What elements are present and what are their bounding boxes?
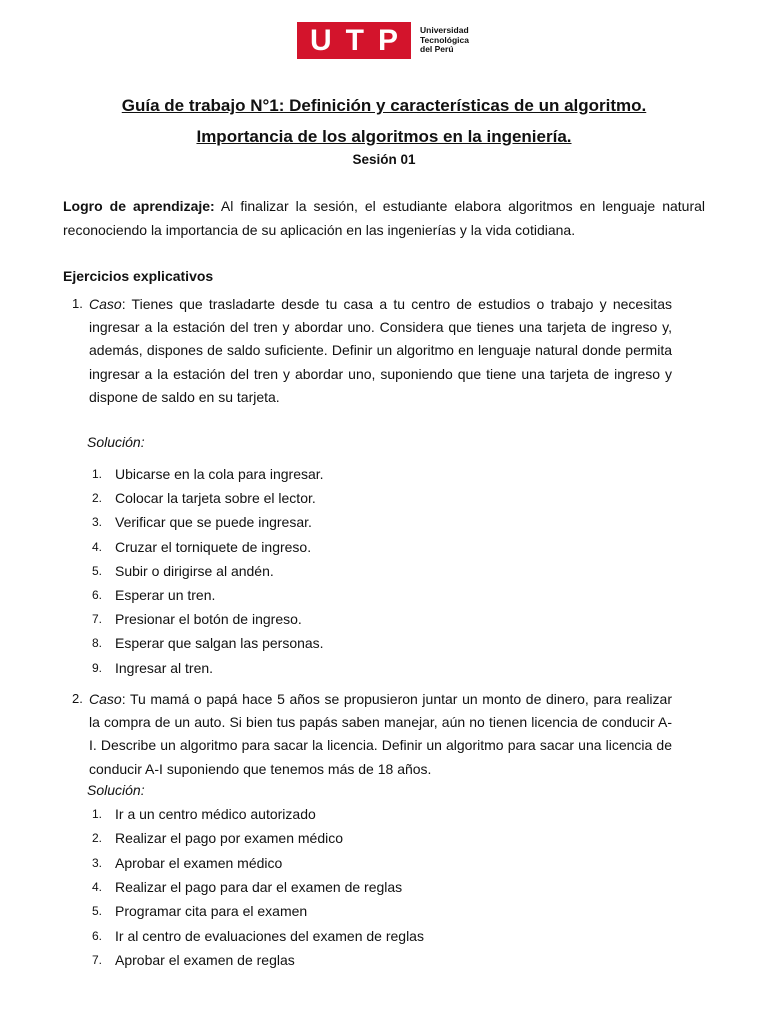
step-number: 6. (91, 588, 102, 602)
list-item (0, 903, 768, 923)
list-item (0, 660, 768, 680)
logo-mark (297, 22, 411, 59)
step-text: Ir al centro de evaluaciones del examen de reglas (115, 927, 424, 944)
step-text: Ir a un centro médico autorizado (115, 806, 316, 822)
session-label: Sesión 01 (352, 152, 416, 167)
step-text: Subir o dirigirse al andén. (115, 562, 274, 579)
logo-letter: P (377, 24, 398, 57)
case-label: Caso (89, 296, 122, 312)
step-text: Ingresar al tren. (115, 659, 214, 676)
list-item (0, 928, 768, 948)
logo-wordmark (420, 26, 469, 55)
list-item (0, 952, 768, 972)
solution-label: Solución: (87, 782, 145, 798)
exercise-case (89, 293, 672, 409)
solution-label: Solución: (87, 434, 145, 450)
step-number: 8. (91, 636, 102, 651)
step-text: Realizar el pago por examen médico (115, 830, 344, 847)
list-item (0, 490, 768, 510)
objective-label: Logro de aprendizaje: (63, 198, 215, 214)
utp-logo (297, 22, 469, 59)
step-text: Verificar que se puede ingresar. (115, 514, 312, 531)
exercise-case (89, 688, 672, 781)
case-text: : Tu mamá o papá hace 5 años se propusieron juntar un monto de dinero, para realizar la compra de un auto. Si bien tus papás saben manejar, aún no tienen licencia de conducir A-I. Describe un algoritmo para sacar la licencia. Definir un algoritmo para sacar una licencia de conducir A-I suponiendo que tenemos más de 18 años. (89, 691, 672, 777)
step-number: 4. (91, 539, 102, 554)
case-label: Caso (89, 691, 122, 707)
step-number: 5. (91, 904, 102, 919)
list-item (0, 806, 768, 826)
list-item (0, 830, 768, 850)
objective-text: Al finalizar la sesión, el estudiante elabora algoritmos en lenguaje natural reconociendo la importancia de su aplicación en las ingenierías y la vida cotidiana. (63, 198, 706, 238)
step-text: Esperar que salgan las personas. (115, 635, 324, 652)
list-item (0, 563, 768, 583)
learning-objective (63, 195, 705, 242)
list-item (0, 466, 768, 486)
step-text: Aprobar el examen de reglas (115, 951, 295, 968)
case-text: : Tienes que trasladarte desde tu casa a tu centro de estudios o trabajo y necesitas ingresar a la estación del tren y abordar uno. Considera que tienes una tarjeta de ingreso y, además, dispones de saldo suficiente. Definir un algoritmo en lenguaje natural donde permita ingresar a la estación del tren y abordar uno, suponiendo que tiene una tarjeta de ingreso y dispone de saldo en su tarjeta. (89, 296, 672, 405)
page-subtitle: Importancia de los algoritmos en la ingeniería. (196, 127, 572, 146)
step-number: 3. (91, 855, 102, 870)
step-number: 7. (91, 952, 102, 967)
step-number: 5. (91, 563, 102, 578)
list-item (0, 514, 768, 534)
step-text: Esperar un tren. (115, 587, 216, 603)
list-item (0, 635, 768, 655)
logo-line: Tecnológica (420, 34, 469, 45)
step-text: Aprobar el examen médico (115, 854, 283, 871)
page-title: Guía de trabajo N°1: Definición y características de un algoritmo. (121, 96, 647, 115)
exercise-number: 1. (72, 296, 83, 311)
step-number: 4. (91, 879, 102, 894)
step-number: 2. (91, 831, 102, 846)
step-number: 1. (91, 467, 102, 481)
step-number: 3. (91, 515, 102, 530)
list-item (0, 539, 768, 559)
logo-line: del Perú (420, 44, 454, 55)
section-heading: Ejercicios explicativos (63, 268, 214, 284)
list-item (0, 587, 768, 607)
step-text: Programar cita para el examen (115, 903, 308, 920)
exercise-number: 2. (72, 691, 83, 706)
logo-line: Universidad (420, 25, 469, 36)
step-number: 2. (91, 491, 102, 506)
logo-letter: T (345, 24, 364, 57)
list-item (0, 611, 768, 631)
list-item (0, 879, 768, 899)
step-text: Cruzar el torniquete de ingreso. (115, 538, 312, 555)
step-text: Ubicarse en la cola para ingresar. (115, 466, 324, 482)
step-number: 1. (91, 807, 102, 821)
step-text: Colocar la tarjeta sobre el lector. (115, 490, 316, 507)
step-number: 6. (91, 928, 102, 943)
step-text: Realizar el pago para dar el examen de reglas (115, 878, 403, 895)
step-number: 7. (91, 612, 102, 627)
logo-letter: U (309, 24, 332, 57)
step-text: Presionar el botón de ingreso. (115, 611, 302, 628)
step-number: 9. (91, 660, 102, 675)
list-item (0, 855, 768, 875)
